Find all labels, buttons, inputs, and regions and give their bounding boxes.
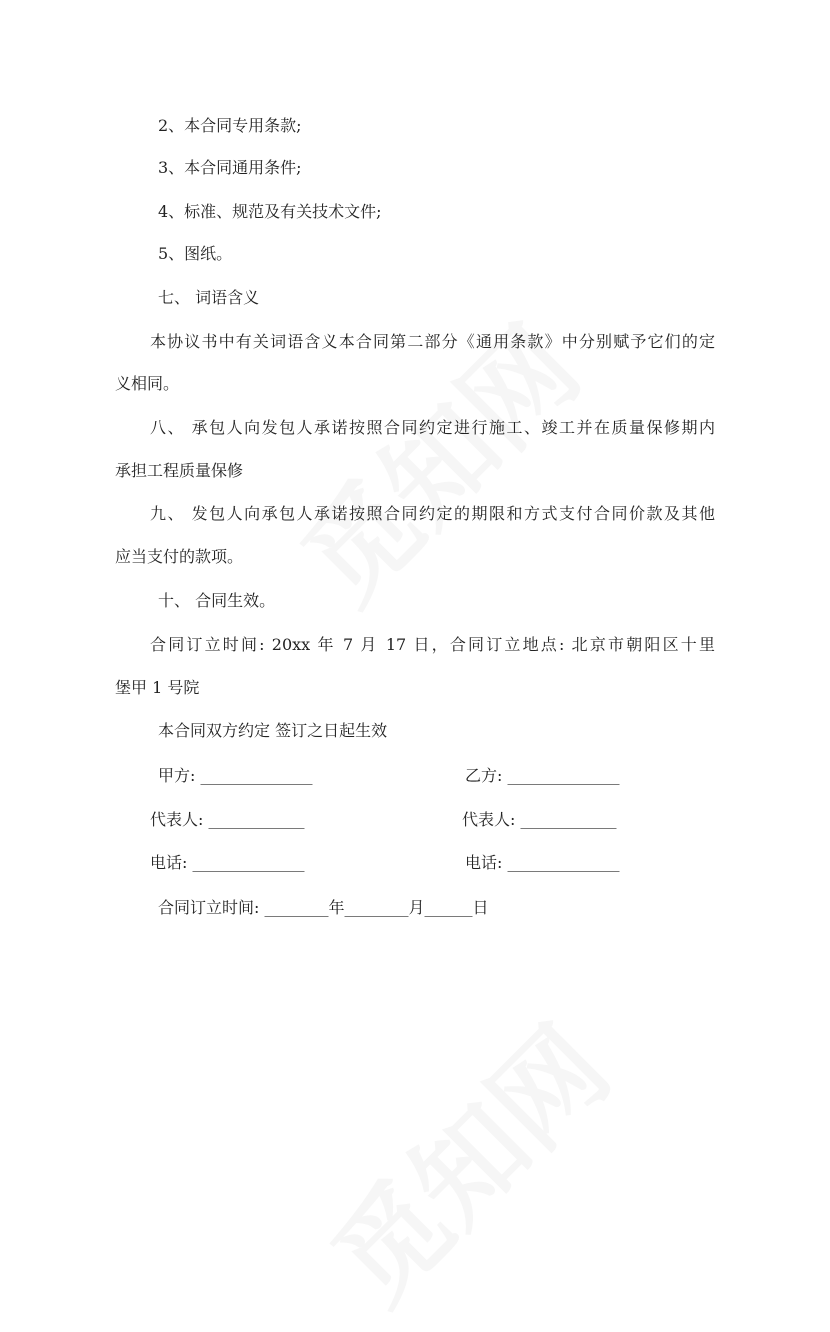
paragraph-line: 合同订立时间: 20xx 年 7 月 17 日，合同订立地点: 北京市朝阳区十里 — [150, 635, 715, 654]
paragraph-line: 九、 发包人向承包人承诺按照合同约定的期限和方式支付合同价款及其他 — [150, 504, 715, 523]
list-item: 3、本合同通用条件; — [158, 158, 302, 177]
paragraph-line: 义相同。 — [115, 374, 180, 393]
watermark — [292, 986, 637, 1331]
list-item: 4、标准、规范及有关技术文件; — [158, 202, 382, 221]
phone-a-field: 电话: ______________ — [150, 853, 305, 872]
party-b-field: 乙方: ______________ — [465, 766, 620, 785]
paragraph-line: 本合同双方约定 签订之日起生效 — [158, 721, 388, 740]
list-item: 2、本合同专用条款; — [158, 116, 302, 135]
section-heading: 七、 词语含义 — [158, 288, 260, 307]
signing-date-field: 合同订立时间: ________年________月______日 — [158, 898, 489, 917]
paragraph-line: 应当支付的款项。 — [115, 547, 244, 566]
representative-b-field: 代表人: ____________ — [462, 810, 617, 829]
paragraph-line: 承担工程质量保修 — [115, 461, 244, 480]
paragraph-line: 堡甲 1 号院 — [115, 678, 200, 697]
representative-a-field: 代表人: ____________ — [150, 810, 305, 829]
section-heading: 十、 合同生效。 — [158, 591, 276, 610]
phone-b-field: 电话: ______________ — [465, 853, 620, 872]
list-item: 5、图纸。 — [158, 244, 233, 263]
party-a-field: 甲方: ______________ — [158, 766, 313, 785]
paragraph-line: 本协议书中有关词语含义本合同第二部分《通用条款》中分别赋予它们的定 — [150, 332, 715, 351]
paragraph-line: 八、 承包人向发包人承诺按照合同约定进行施工、竣工并在质量保修期内 — [150, 418, 715, 437]
